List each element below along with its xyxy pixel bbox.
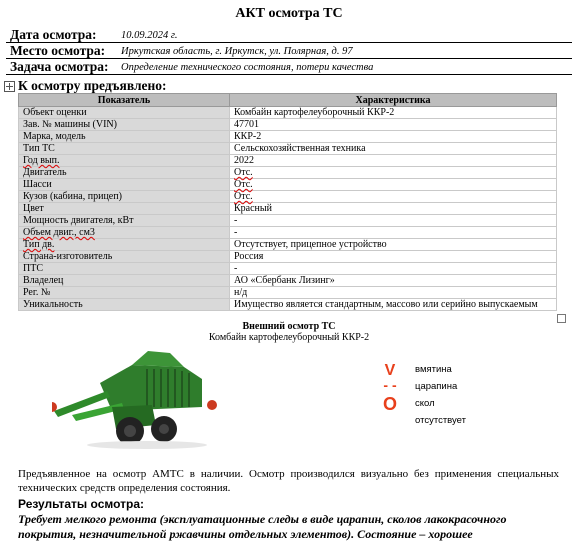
spellcheck-text: Отс. [234, 179, 253, 190]
table-row [19, 215, 557, 227]
table-row [19, 155, 557, 167]
results-title: Результаты осмотра: [18, 497, 144, 511]
table-row [19, 179, 557, 191]
row-value: - [230, 215, 557, 227]
shown-heading [4, 78, 167, 94]
row-value: АО «Сбербанк Лизинг» [230, 275, 557, 287]
row-key: Марка, модель [19, 131, 230, 143]
row-key: Мощность двигателя, кВт [19, 215, 230, 227]
row-value: Комбайн картофелеуборочный ККР-2 [230, 107, 557, 119]
exterior-title: Внешний осмотр ТС [242, 321, 336, 332]
table-row [19, 191, 557, 203]
date-value: 10.09.2024 г. [121, 30, 178, 41]
row-key: Страна-изготовитель [19, 251, 230, 263]
row-key: Владелец [19, 275, 230, 287]
row-key: Уникальность [19, 299, 230, 311]
row-value: Имущество является стандартным, массово или серийно выпускаемым [230, 299, 557, 311]
spellcheck-text: Год вып. [23, 155, 60, 166]
dent-icon: V [384, 362, 396, 379]
chip-icon: O [382, 394, 398, 414]
spellcheck-text: Отс. [234, 191, 253, 202]
table-row [19, 131, 557, 143]
legend-chip: скол [415, 398, 435, 409]
column-header: Характеристика [230, 94, 557, 107]
row-value: Россия [230, 251, 557, 263]
row-value: Красный [230, 203, 557, 215]
row-key: Зав. № машины (VIN) [19, 119, 230, 131]
scratch-icon: - - [383, 377, 397, 393]
row-key: Двигатель [19, 167, 230, 179]
table-row [19, 227, 557, 239]
table-row [19, 239, 557, 251]
place-label: Место осмотра: [10, 43, 106, 58]
row-value: - [230, 227, 557, 239]
row-key [19, 155, 230, 167]
harvester-illustration [52, 345, 217, 453]
table-move-handle-icon[interactable] [4, 81, 15, 92]
row-value [230, 191, 557, 203]
spellcheck-text: Объем двиг., см3 [23, 227, 95, 238]
row-value: ККР-2 [230, 131, 557, 143]
row-key: Кузов (кабина, прицеп) [19, 191, 230, 203]
results-text: Требует мелкого ремонта (эксплуатационные следы в виде царапин, сколов лакокрасочного покрытия, незначительной ржавчины отдельных элементов). Состояние – хорошее [18, 512, 507, 541]
spellcheck-text: Тип дв. [23, 239, 55, 250]
legend-scratch: царапина [415, 381, 458, 392]
task-label: Задача осмотра: [10, 59, 109, 74]
row-key: Объект оценки [19, 107, 230, 119]
row-value [230, 167, 557, 179]
table-row [19, 143, 557, 155]
table-row [19, 107, 557, 119]
row-key: Цвет [19, 203, 230, 215]
row-key: Тип ТС [19, 143, 230, 155]
legend-dent: вмятина [415, 364, 452, 375]
shown-label: К осмотру предъявлено: [18, 78, 167, 93]
doc-title: АКТ осмотра ТС [235, 6, 343, 21]
harvester-photo [52, 345, 217, 453]
row-value: Сельскохозяйственная техника [230, 143, 557, 155]
row-key: ПТС [19, 263, 230, 275]
divider [6, 74, 572, 75]
table-row [19, 275, 557, 287]
place-value: Иркутская область, г. Иркутск, ул. Полярная, д. 97 [121, 46, 353, 57]
row-value [230, 179, 557, 191]
row-key [19, 239, 230, 251]
table-header-row [19, 94, 557, 107]
table-row [19, 203, 557, 215]
column-header: Показатель [19, 94, 230, 107]
table-row [19, 167, 557, 179]
task-value: Определение технического состояния, потери качества [121, 62, 374, 73]
legend-missing: отсутствует [415, 415, 466, 426]
table-row [19, 299, 557, 311]
row-key [19, 227, 230, 239]
inspection-description: Предъявленное на осмотр АМТС в наличии. Осмотр производился визуально без применения специальных технических средств определения состояния. [18, 468, 559, 494]
table-row [19, 119, 557, 131]
row-value: 2022 [230, 155, 557, 167]
spellcheck-text: Отс. [234, 167, 253, 178]
table-row [19, 251, 557, 263]
row-value: н/д [230, 287, 557, 299]
exterior-subtitle: Комбайн картофелеуборочный ККР-2 [208, 332, 370, 343]
date-label: Дата осмотра: [10, 27, 97, 42]
row-key: Шасси [19, 179, 230, 191]
table-row [19, 287, 557, 299]
row-value: 47701 [230, 119, 557, 131]
row-value: Отсутствует, прицепное устройство [230, 239, 557, 251]
row-value: - [230, 263, 557, 275]
row-key: Рег. № [19, 287, 230, 299]
spec-table [18, 93, 557, 311]
table-row [19, 263, 557, 275]
damage-legend-symbols [375, 360, 405, 415]
